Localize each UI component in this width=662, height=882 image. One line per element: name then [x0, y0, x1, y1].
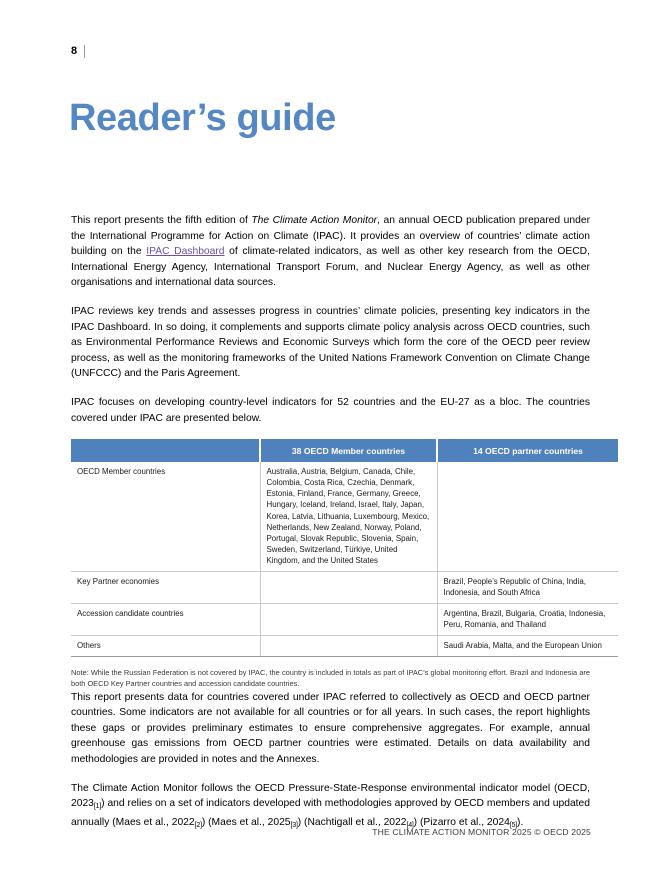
row-label: Others [71, 636, 260, 657]
methodology-text-4: ) (Nachtigall et al., 2022 [297, 816, 407, 828]
paragraph-ipac-reviews: IPAC reviews key trends and assesses progress in countries’ climate policies, presenting key indicators in the IPAC Dashboard. In so doing, it complements and supports climate policy analysis across OECD countries, such as Environmental Performance Reviews and Economic Surveys which form the core of the OECD peer review process, as well as the monitoring frameworks of the United Nations Framework Convention on Climate Change (UNFCCC) and the Paris Agreement. [71, 305, 590, 380]
paragraph-data-coverage: This report presents data for countries covered under IPAC referred to collectively as OECD and OECD partner countries. Some indicators are not available for all countries or for all years. In such cases, the report highlights these gaps or provides preliminary estimates to ensure comprehensive aggregates. For example, annual greenhouse gas emissions from OECD partner countries were estimated. Details on data availability and methodologies are provided in notes and the Annexes. [71, 691, 590, 765]
table-note: Note: While the Russian Federation is not covered by IPAC, the country is included in totals as part of IPAC’s global monitoring effort. Brazil and Indonesia are both OECD Key Partner countries and accession candidate countries. [71, 668, 590, 689]
column-header-members: 38 OECD Member countries [260, 439, 437, 462]
running-head-rule [84, 45, 85, 58]
table-body [71, 462, 618, 657]
row-members-cell [260, 571, 437, 603]
document-body [71, 213, 606, 833]
paragraph-intro-text-2: , an annual OECD publication prepared under the International Programme for Action on Climate (IPAC). It provides an overview of countries’ climate action building on the [71, 215, 590, 258]
row-label: Key Partner economies [71, 571, 260, 603]
methodology-text-2: ) and relies on a set of indicators developed with methodologies approved by OECD members and updated annually (Maes et al., 2022 [71, 798, 590, 828]
methodology-text-3: ) (Maes et al., 2025 [201, 816, 291, 828]
methodology-text-5: ) (Pizarro et al., 2024 [413, 816, 510, 828]
row-members-cell [260, 604, 437, 636]
paragraph-ipac-focus: IPAC focuses on developing country-level indicators for 52 countries and the EU-27 as a bloc. The countries covered under IPAC are presented below. [71, 396, 590, 424]
running-head [71, 43, 85, 59]
row-partners-cell: Brazil, People’s Republic of China, India, Indonesia, and South Africa [437, 571, 618, 603]
paragraph-methodology [71, 781, 590, 833]
citation-ref-5: [5] [509, 821, 518, 829]
page-footer: THE CLIMATE ACTION MONITOR 2025 © OECD 2025 [372, 827, 591, 837]
country-coverage-table-wrap [71, 439, 606, 657]
table-row [71, 636, 618, 657]
ipac-dashboard-link[interactable]: IPAC Dashboard [146, 246, 225, 258]
page-number: 8 [71, 45, 78, 57]
row-members-cell: Australia, Austria, Belgium, Canada, Chile, Colombia, Costa Rica, Czechia, Denmark, Estonia, Finland, France, Germany, Greece, Hungary, Iceland, Ireland, Israel, Italy, Japan, Korea, Latvia, Lithuania, Luxembourg, Mexico, Netherlands, New Zealand, Norway, Poland, Portugal, Slovak Republic, Slovenia, Spain, Sweden, Switzerland, Türkiye, United Kingdom, and the United States [260, 462, 437, 571]
citation-ref-2: [2] [194, 821, 202, 829]
row-label: OECD Member countries [71, 462, 260, 571]
row-partners-cell [437, 462, 618, 571]
row-label: Accession candidate countries [71, 604, 260, 636]
row-partners-cell: Argentina, Brazil, Bulgaria, Croatia, Indonesia, Peru, Romania, and Thailand [437, 604, 618, 636]
country-coverage-table [71, 439, 618, 657]
column-header-partners: 14 OECD partner countries [437, 439, 618, 462]
table-header-row [71, 439, 618, 462]
page-title: Reader’s guide [69, 97, 336, 140]
paragraph-intro-text-1: This report presents the fifth edition of [71, 215, 252, 226]
table-head [71, 439, 618, 462]
table-row [71, 571, 618, 603]
publication-title-italic: The Climate Action Monitor [251, 215, 378, 226]
table-row [71, 462, 618, 571]
paragraph-intro [71, 213, 590, 291]
paragraph-intro-text-3: of climate-related indicators, as well as other key research from the OECD, International Energy Agency, International Transport Forum, and Nuclear Energy Agency, as well as other organisations and international data sources. [71, 246, 590, 289]
row-members-cell [260, 636, 437, 657]
methodology-text-1: The Climate Action Monitor follows the OECD Pressure-State-Response environmental indicator model (OECD, 2023 [71, 782, 590, 810]
citation-ref-4: [4] [406, 821, 414, 829]
row-partners-cell: Saudi Arabia, Malta, and the European Union [437, 636, 618, 657]
column-header-category [71, 439, 260, 462]
citation-ref-3: [3] [290, 821, 298, 829]
citation-ref-1: [1] [93, 802, 102, 810]
table-row [71, 604, 618, 636]
methodology-text-6: ). [517, 816, 524, 828]
